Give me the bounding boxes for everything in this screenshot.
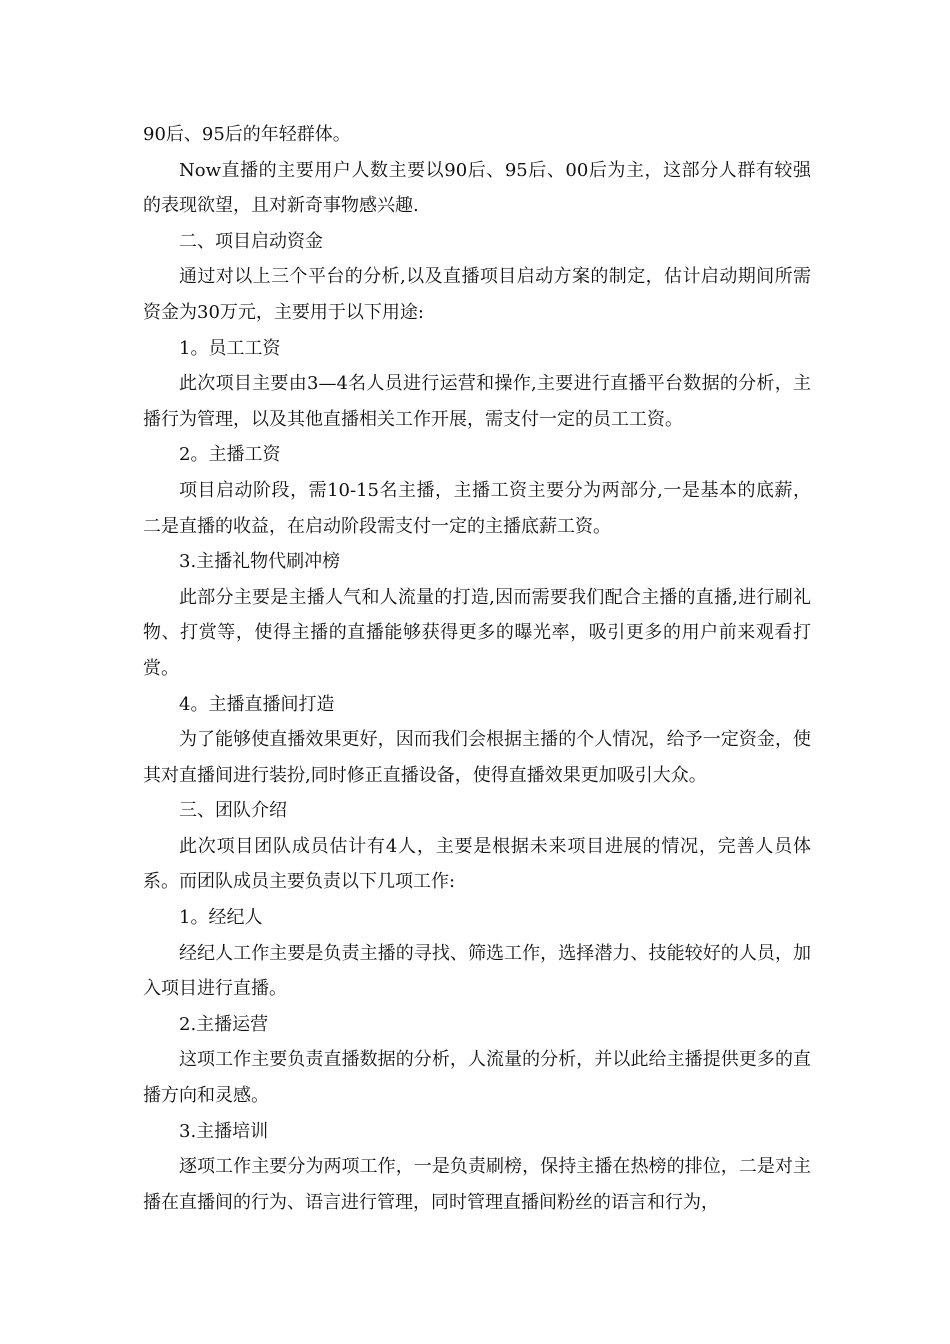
paragraph-studio-setup: 为了能够使直播效果更好，因而我们会根据主播的个人情况，给予一定资金，使其对直播间进行装扮,同时修正直播设备，使得直播效果更加吸引大众。 [143, 729, 811, 786]
paragraph-gift-ranking: 此部分主要是主播人气和人流量的打造,因而需要我们配合主播的直播,进行刷礼物、打赏等，使得主播的直播能够获得更多的曝光率，吸引更多的用户前来观看打赏。 [143, 586, 811, 679]
paragraph-streamer-salary: 项目启动阶段，需10-15名主播，主播工资主要分为两部分,一是基本的底薪，二是直播的收益，在启动阶段需支付一定的主播底薪工资。 [143, 479, 811, 537]
subheading-gift-ranking: 3.主播礼物代刷冲榜 [179, 551, 341, 573]
section-heading-startup-funds: 二、项目启动资金 [179, 230, 323, 252]
paragraph-streamer-training: 逐项工作主要分为两项工作，一是负责刷榜，保持主播在热榜的排位，二是对主播在直播间的行为、语言进行管理，同时管理直播间粉丝的语言和行为， [143, 1156, 811, 1213]
paragraph-user-demographics: Now直播的主要用户人数主要以90后、95后、00后为主，这部分人群有较强的表现欲望，且对新奇事物感兴趣. [143, 159, 811, 217]
subheading-agent: 1。经纪人 [179, 907, 263, 929]
paragraph-funds-overview: 通过对以上三个平台的分析,以及直播项目启动方案的制定，估计启动期间所需资金为30万元，主要用于以下用途: [143, 266, 811, 323]
subheading-streamer-salary: 2。主播工资 [179, 444, 281, 466]
document-page [143, 117, 811, 1220]
paragraph-continuation: 90后、95后的年轻群体。 [143, 124, 351, 145]
subheading-staff-salary: 1。员工工资 [179, 337, 281, 359]
paragraph-staff-salary: 此次项目主要由3—4名人员进行运营和操作,主要进行直播平台数据的分析，主播行为管理，以及其他直播相关工作开展，需支付一定的员工工资。 [143, 373, 811, 430]
paragraph-team-overview: 此次项目团队成员估计有4人，主要是根据未来项目进展的情况，完善人员体系。而团队成员主要负责以下几项工作: [143, 835, 811, 893]
subheading-studio-setup: 4。主播直播间打造 [179, 693, 335, 715]
paragraph-agent: 经纪人工作主要是负责主播的寻找、筛选工作，选择潜力、技能较好的人员，加入项目进行直播。 [143, 942, 811, 1000]
subheading-streamer-operations: 2.主播运营 [179, 1013, 269, 1035]
paragraph-streamer-operations: 这项工作主要负责直播数据的分析，人流量的分析，并以此给主播提供更多的直播方向和灵感。 [143, 1049, 811, 1107]
section-heading-team: 三、团队介绍 [179, 800, 287, 822]
subheading-streamer-training: 3.主播培训 [179, 1120, 269, 1142]
